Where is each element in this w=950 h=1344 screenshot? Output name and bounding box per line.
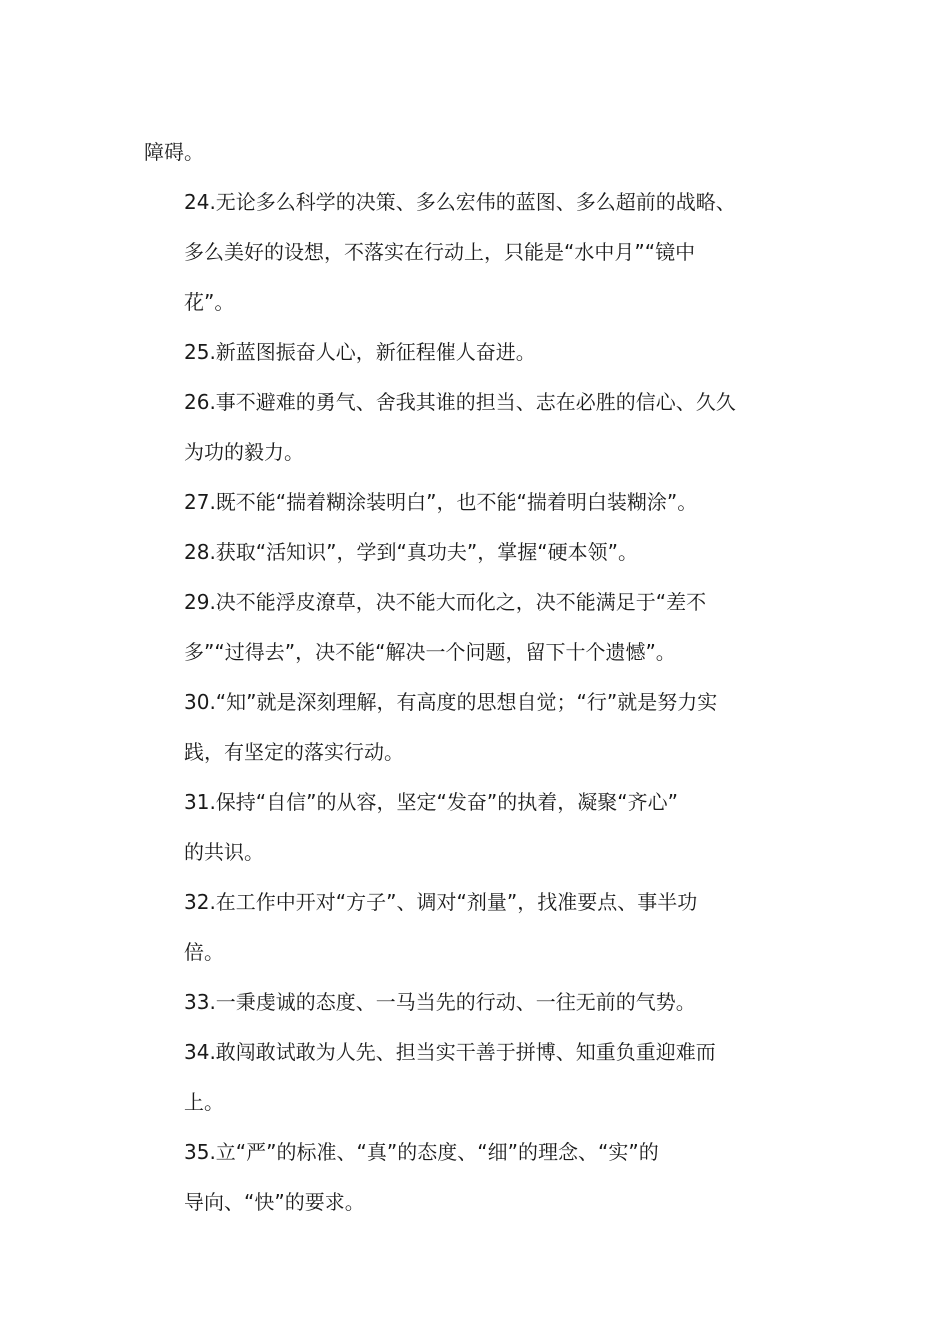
paragraph-p32 xyxy=(144,877,806,977)
paragraph-p35 xyxy=(144,1127,806,1227)
text-line: 25.新蓝图振奋人心，新征程催人奋进。 xyxy=(184,340,536,364)
text-line: 27.既不能“揣着糊涂装明白”，也不能“揣着明白装糊涂”。 xyxy=(184,490,698,514)
text-line: 33.一秉虔诚的态度、一马当先的行动、一往无前的气势。 xyxy=(184,990,696,1014)
paragraph-p27 xyxy=(144,477,806,527)
paragraph-p26 xyxy=(144,377,806,477)
text-line: 的共识。 xyxy=(184,840,264,864)
paragraph-p24 xyxy=(144,177,806,327)
text-line: 多”“过得去”，决不能“解决一个问题，留下十个遗憾”。 xyxy=(184,640,676,664)
paragraph-p29 xyxy=(144,577,806,677)
paragraph-p23-tail xyxy=(144,127,806,177)
paragraph-p25 xyxy=(144,327,806,377)
text-line: 践，有坚定的落实行动。 xyxy=(184,740,404,764)
paragraph-p28 xyxy=(144,527,806,577)
document-body xyxy=(144,127,806,1227)
text-line: 为功的毅力。 xyxy=(184,440,304,464)
text-line: 26.事不避难的勇气、舍我其谁的担当、志在必胜的信心、久久 xyxy=(184,390,736,414)
paragraph-p31 xyxy=(144,777,806,877)
text-line: 花”。 xyxy=(184,290,235,314)
text-line: 34.敢闯敢试敢为人先、担当实干善于拼博、知重负重迎难而 xyxy=(184,1040,716,1064)
text-line: 障碍。 xyxy=(144,140,204,164)
text-line: 32.在工作中开对“方子”、调对“剂量”，找准要点、事半功 xyxy=(184,890,698,914)
text-line: 24.无论多么科学的决策、多么宏伟的蓝图、多么超前的战略、 xyxy=(184,190,736,214)
paragraph-p34 xyxy=(144,1027,806,1127)
text-line: 倍。 xyxy=(184,940,224,964)
paragraph-p30 xyxy=(144,677,806,777)
text-line: 35.立“严”的标准、“真”的态度、“细”的理念、“实”的 xyxy=(184,1140,659,1164)
text-line: 导向、“快”的要求。 xyxy=(184,1190,365,1214)
text-line: 29.决不能浮皮潦草，决不能大而化之，决不能满足于“差不 xyxy=(184,590,707,614)
text-line: 31.保持“自信”的从容，坚定“发奋”的执着，凝聚“齐心” xyxy=(184,790,678,814)
text-line: 28.获取“活知识”，学到“真功夫”，掌握“硬本领”。 xyxy=(184,540,638,564)
paragraph-p33 xyxy=(144,977,806,1027)
text-line: 多么美好的设想，不落实在行动上，只能是“水中月”“镜中 xyxy=(184,240,696,264)
text-line: 上。 xyxy=(184,1090,224,1114)
text-line: 30.“知”就是深刻理解，有高度的思想自觉；“行”就是努力实 xyxy=(184,690,718,714)
